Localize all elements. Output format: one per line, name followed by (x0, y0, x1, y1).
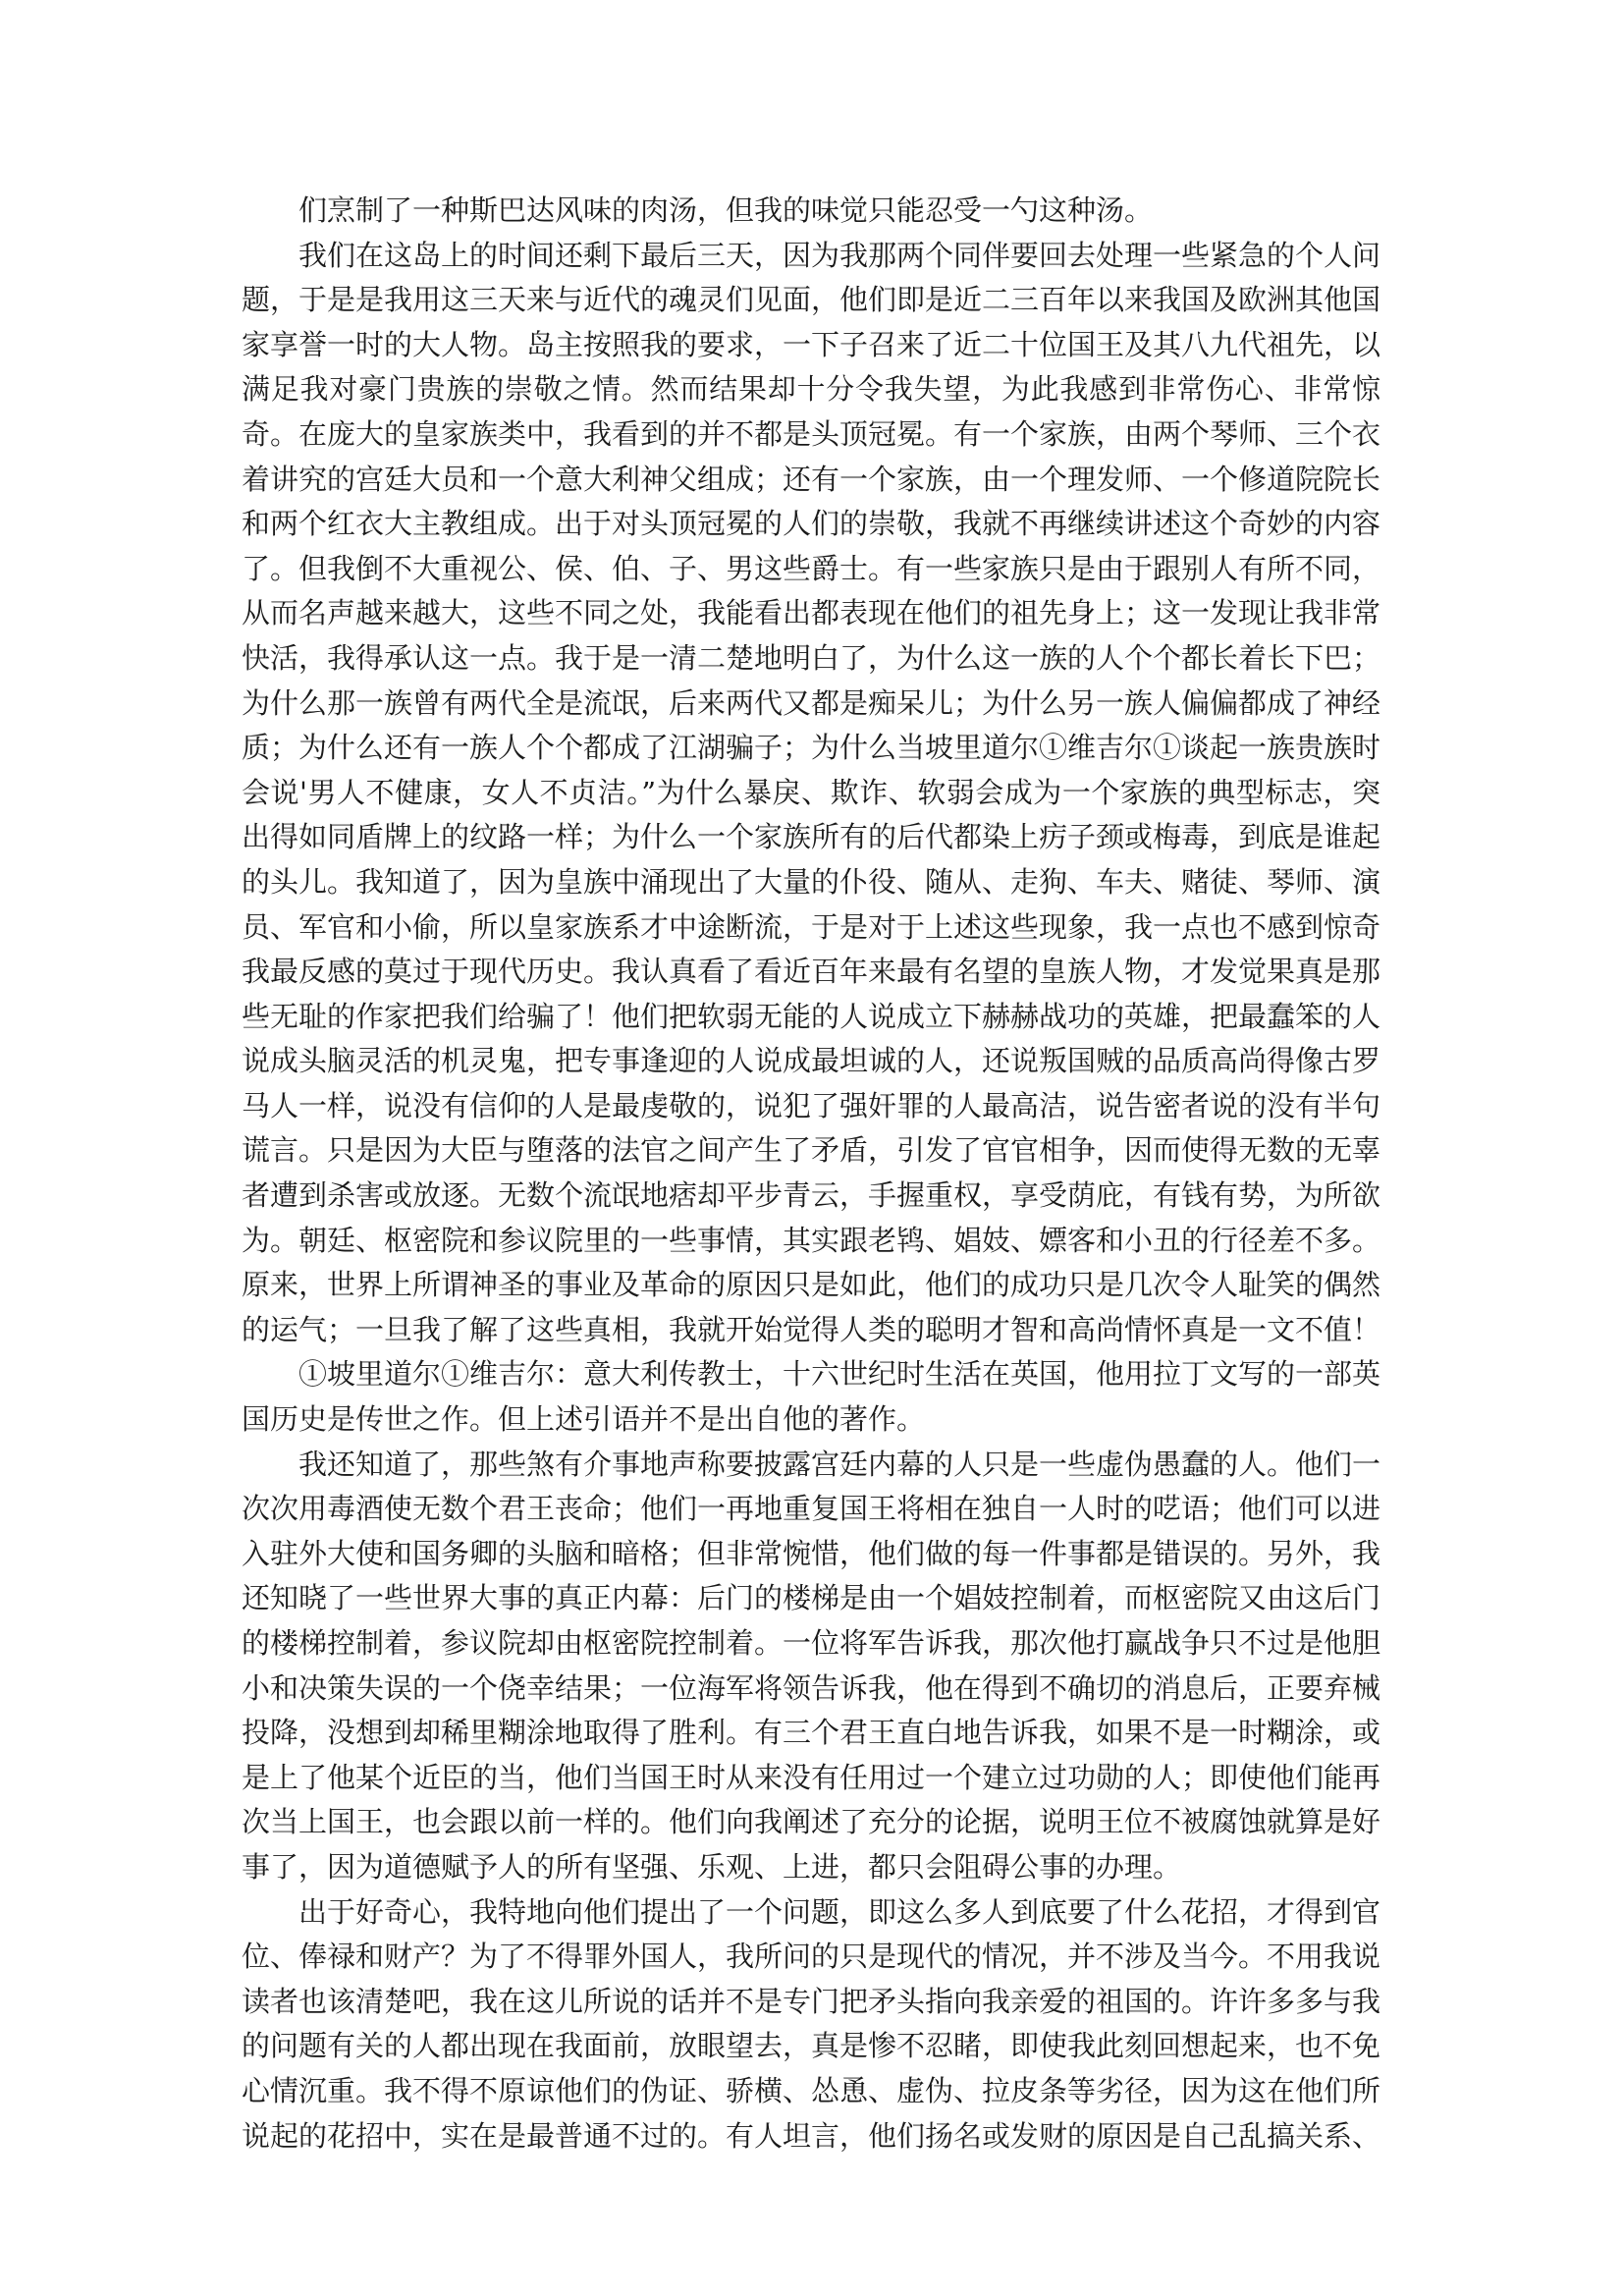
document-page (242, 189, 1380, 2159)
paragraph-continuation: 们烹制了一种斯巴达风味的肉汤，但我的味觉只能忍受一勺这种汤。 (298, 193, 1154, 227)
paragraph-royal-families: 我们在这岛上的时间还剩下最后三天，因为我那两个同伴要回去处理一些紧急的个人问题，于是是我用这三天来与近代的魂灵们见面，他们即是近二三百年以来我国及欧洲其他国家享誉一时的大人物。岛主按照我的要求，一下子召来了近二十位国王及其八九代祖先，以满足我对豪门贵族的崇敬之情。然而结果却十分令我失望，为此我感到非常伤心、非常惊奇。在庞大的皇家族类中，我看到的并不都是头顶冠冕。有一个家族，由两个琴师、三个衣着讲究的宫廷大员和一个意大利神父组成；还有一个家族，由一个理发师、一个修道院院长和两个红衣大主教组成。出于对头顶冠冕的人们的崇敬，我就不再继续讲述这个奇妙的内容了。但我倒不大重视公、侯、伯、子、男这些爵士。有一些家族只是由于跟别人有所不同，从而名声越来越大，这些不同之处，我能看出都表现在他们的祖先身上；这一发现让我非常快活，我得承认这一点。我于是一清二楚地明白了，为什么这一族的人个个都长着长下巴；为什么那一族曾有两代全是流氓，后来两代又都是痴呆儿；为什么另一族人偏偏都成了神经质；为什么还有一族人个个都成了江湖骗子；为什么当坡里道尔①维吉尔①谈起一族贵族时会说'男人不健康，女人不贞洁。”为什么暴戾、欺诈、软弱会成为一个家族的典型标志，突出得如同盾牌上的纹路一样；为什么一个家族所有的后代都染上疠子颈或梅毒，到底是谁起的头儿。我知道了，因为皇族中涌现出了大量的仆役、随从、走狗、车夫、赌徒、琴师、演员、军官和小偷，所以皇家族系才中途断流，于是对于上述这些现象，我一点也不感到惊奇我最反感的莫过于现代历史。我认真看了看近百年来最有名望的皇族人物，才发觉果真是那些无耻的作家把我们给骗了！他们把软弱无能的人说成立下赫赫战功的英雄，把最蠢笨的人说成头脑灵活的机灵鬼，把专事逢迎的人说成最坦诚的人，还说叛国贼的品质高尚得像古罗马人一样，说没有信仰的人是最虔敬的，说犯了强奸罪的人最高洁，说告密者说的没有半句谎言。只是因为大臣与堕落的法官之间产生了矛盾，引发了官官相争，因而使得无数的无辜者遭到杀害或放逐。无数个流氓地痞却平步青云，手握重权，享受荫庇，有钱有势，为所欲为。朝廷、枢密院和参议院里的一些事情，其实跟老鸨、娼妓、嫖客和小丑的行径差不多。原来，世界上所谓神圣的事业及革命的原因只是如此，他们的成功只是几次令人耻笑的偶然的运气；一旦我了解了这些真相，我就开始觉得人类的聪明才智和高尚情怀真是一文不值！ (242, 238, 1381, 1346)
paragraph-court-secrets: 我还知道了，那些煞有介事地声称要披露宫廷内幕的人只是一些虚伪愚蠢的人。他们一次次用毒酒使无数个君王丧命；他们一再地重复国王将相在独自一人时的呓语；他们可以进入驻外大使和国务卿的头脑和暗格；但非常惋惜，他们做的每一件事都是错误的。另外，我还知晓了一些世界大事的真正内幕：后门的楼梯是由一个娼妓控制着，而枢密院又由这后门的楼梯控制着，参议院却由枢密院控制着。一位将军告诉我，那次他打赢战争只不过是他胆小和决策失误的一个侥幸结果；一位海军将领告诉我，他在得到不确切的消息后，正要弃械投降，没想到却稀里糊涂地取得了胜利。有三个君王直白地告诉我，如果不是一时糊涂，或是上了他某个近臣的当，他们当国王时从来没有任用过一个建立过功勋的人；即使他们能再次当上国王，也会跟以前一样的。他们向我阐述了充分的论据，说明王位不被腐蚀就算是好事了，因为道德赋予人的所有坚强、乐观、上进，都只会阻碍公事的办理。 (242, 1447, 1381, 1884)
footnote-paragraph: ①坡里道尔①维吉尔：意大利传教士，十六世纪时生活在英国，他用拉丁文写的一部英国历史是传世之作。但上述引语并不是出自他的著作。 (242, 1357, 1381, 1437)
paragraph-curiosity-question: 出于好奇心，我特地向他们提出了一个问题，即这么多人到底要了什么花招，才得到官位、俸禄和财产？为了不得罪外国人，我所问的只是现代的情况，并不涉及当今。不用我说读者也该清楚吧，我在这儿所说的话并不是专门把矛头指向我亲爱的祖国的。许许多多与我的问题有关的人都出现在我面前，放眼望去，真是惨不忍睹，即使我此刻回想起来，也不免心情沉重。我不得不原谅他们的伪证、骄横、怂恿、虚伪、拉皮条等劣径，因为这在他们所说起的花招中，实在是最普通不过的。有人坦言，他们扬名或发财的原因是自己乱搞关系、 (242, 1894, 1381, 2153)
